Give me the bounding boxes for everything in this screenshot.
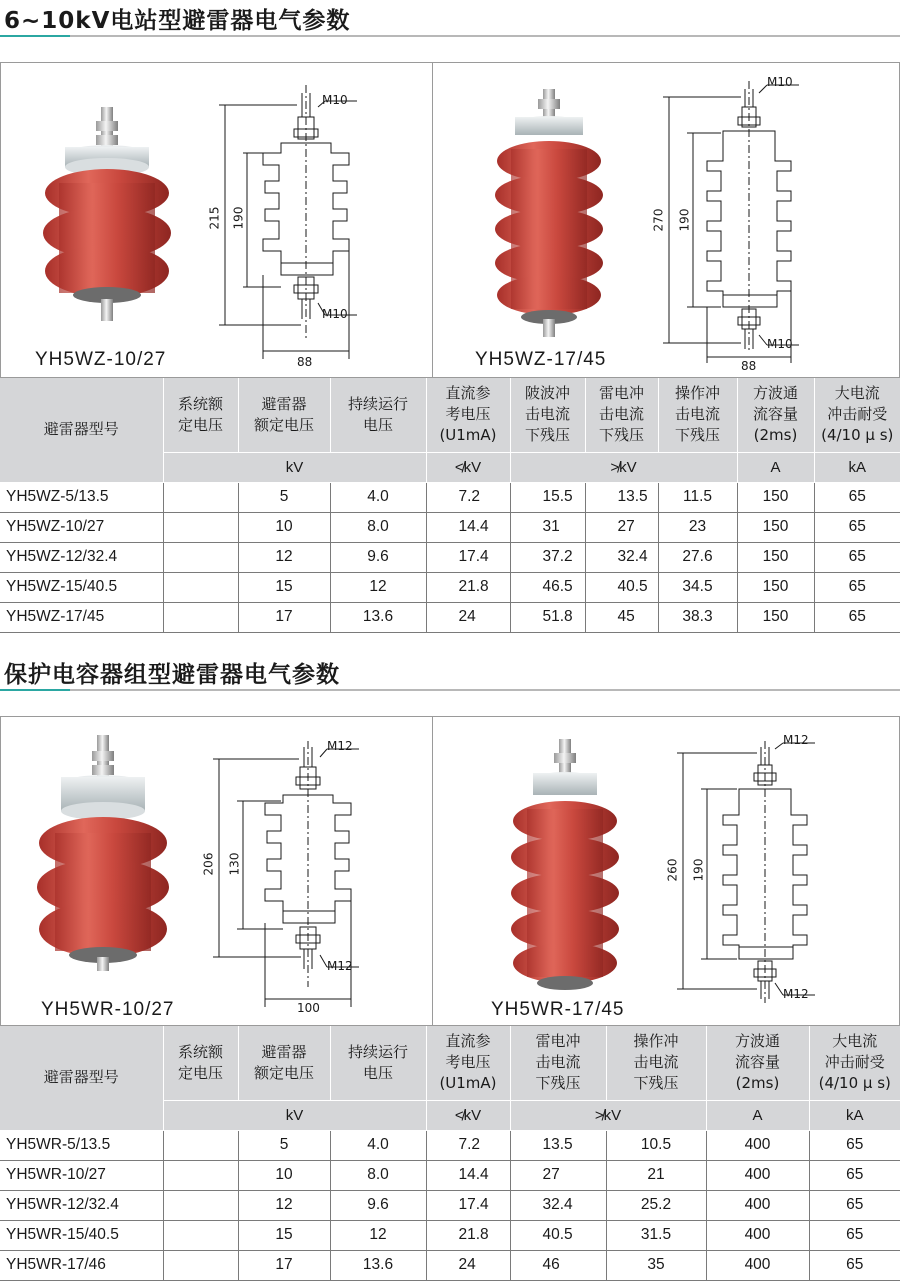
table-cell: 27 (585, 512, 658, 542)
dim-left-m-top: M10 (322, 93, 348, 107)
cell-model: YH5WZ-15/40.5 (0, 572, 163, 602)
table-cell: 35 (606, 1250, 706, 1280)
model-label-right: YH5WZ-17/45 (475, 349, 607, 370)
table-cell: 150 (737, 572, 814, 602)
table-cell: 21 (606, 1160, 706, 1190)
table-cell: 400 (706, 1130, 809, 1160)
table-cell: 400 (706, 1160, 809, 1190)
table-cell: 400 (706, 1250, 809, 1280)
dim-left-height-body: 130 (227, 852, 242, 876)
table-cell: 25.2 (606, 1190, 706, 1220)
table-cell (163, 1130, 238, 1160)
header-cont-voltage: 持续运行 电压 (330, 1026, 426, 1100)
unit-ka: kA (814, 452, 900, 482)
unit-kv: kV (163, 452, 426, 482)
table-cell (163, 1160, 238, 1190)
header-dc-ref: 直流参 考电压 (U1mA) (426, 1026, 510, 1100)
dim-right-height-body: 190 (677, 208, 692, 232)
table-cell: 5 (238, 1130, 330, 1160)
cell-model: YH5WZ-12/32.4 (0, 542, 163, 572)
section2-title: 保护电容器组型避雷器电气参数 (4, 662, 340, 688)
cell-model: YH5WR-12/32.4 (0, 1190, 163, 1220)
table-row (0, 572, 900, 602)
table-cell (163, 512, 238, 542)
section1-table-body (0, 482, 900, 632)
table-cell: 12 (330, 1220, 426, 1250)
table-cell: 13.5 (585, 482, 658, 512)
cell-model: YH5WR-5/13.5 (0, 1130, 163, 1160)
header-rated-voltage: 避雷器 额定电压 (238, 378, 330, 452)
unit-a: A (737, 452, 814, 482)
table-cell (163, 542, 238, 572)
table-cell: 17 (238, 1250, 330, 1280)
table-cell: 65 (814, 512, 900, 542)
table-cell: 15 (238, 572, 330, 602)
dim-left-m-bottom: M10 (322, 307, 348, 321)
dim-right-m-top: M10 (767, 75, 793, 89)
cell-model: YH5WZ-5/13.5 (0, 482, 163, 512)
header-square: 方波通 流容量 (2ms) (737, 378, 814, 452)
header-high: 大电流 冲击耐受 (4/10 μ s) (814, 378, 900, 452)
arrester-photo-right (511, 739, 619, 990)
table-cell: 21.8 (426, 1220, 510, 1250)
header-steep: 陂波冲 击电流 下残压 (510, 378, 585, 452)
header-sys-voltage: 系统额 定电压 (163, 378, 238, 452)
table-cell: 12 (330, 572, 426, 602)
table-row (0, 1160, 900, 1190)
dim-left-height-body: 190 (231, 206, 246, 230)
unit-ka: kA (809, 1100, 900, 1130)
table-cell: 12 (238, 1190, 330, 1220)
table-cell (163, 1250, 238, 1280)
unit-residual: ≯kV (510, 452, 737, 482)
table-cell: 9.6 (330, 1190, 426, 1220)
table-row (0, 482, 900, 512)
table-cell: 38.3 (658, 602, 737, 632)
table-cell: 400 (706, 1220, 809, 1250)
table-row (0, 1130, 900, 1160)
table-cell: 37.2 (510, 542, 585, 572)
table-cell: 40.5 (510, 1220, 606, 1250)
table-cell: 15.5 (510, 482, 585, 512)
table-cell: 65 (814, 602, 900, 632)
table-cell: 10 (238, 512, 330, 542)
table-cell: 9.6 (330, 542, 426, 572)
section2-table-body (0, 1130, 900, 1280)
section2-figure-svg (1, 717, 900, 1027)
table-cell: 8.0 (330, 1160, 426, 1190)
table-cell: 27 (510, 1160, 606, 1190)
table-row (0, 512, 900, 542)
table-cell: 10.5 (606, 1130, 706, 1160)
table-cell (163, 1190, 238, 1220)
table-row (0, 1220, 900, 1250)
table-row (0, 602, 900, 632)
table-cell: 65 (809, 1130, 900, 1160)
header-switching: 操作冲 击电流 下残压 (606, 1026, 706, 1100)
section2-title-rule (0, 689, 900, 691)
table-cell: 150 (737, 602, 814, 632)
unit-residual: ≯kV (510, 1100, 706, 1130)
table-cell: 32.4 (585, 542, 658, 572)
table-cell: 4.0 (330, 1130, 426, 1160)
dim-left-width: 100 (297, 1001, 320, 1015)
table-cell: 150 (737, 482, 814, 512)
table-cell: 65 (809, 1160, 900, 1190)
table-cell: 13.5 (510, 1130, 606, 1160)
table-cell: 15 (238, 1220, 330, 1250)
section1-figure-svg (1, 63, 900, 379)
model-label-left: YH5WR-10/27 (41, 999, 175, 1020)
section2-figure-box (0, 716, 900, 1026)
section1-title-rule (0, 35, 900, 37)
table-cell: 34.5 (658, 572, 737, 602)
table-cell: 13.6 (330, 1250, 426, 1280)
table-cell (163, 572, 238, 602)
table-cell: 7.2 (426, 482, 510, 512)
cell-model: YH5WZ-10/27 (0, 512, 163, 542)
table-cell: 65 (809, 1250, 900, 1280)
header-switching: 操作冲 击电流 下残压 (658, 378, 737, 452)
table-cell: 17.4 (426, 542, 510, 572)
unit-dc: ≮kV (426, 1100, 510, 1130)
dim-left-width: 88 (297, 355, 313, 369)
header-rated-voltage: 避雷器 额定电压 (238, 1026, 330, 1100)
section2-spec-table (0, 1026, 900, 1281)
header-dc-ref: 直流参 考电压 (U1mA) (426, 378, 510, 452)
table-row (0, 1190, 900, 1220)
table-cell: 23 (658, 512, 737, 542)
section1-spec-table (0, 378, 900, 633)
model-label-right: YH5WR-17/45 (491, 999, 625, 1020)
header-lightning: 雷电冲 击电流 下残压 (585, 378, 658, 452)
unit-kv: kV (163, 1100, 426, 1130)
table-cell: 150 (737, 512, 814, 542)
table-cell: 5 (238, 482, 330, 512)
table-cell (163, 602, 238, 632)
table-cell: 46 (510, 1250, 606, 1280)
header-high: 大电流 冲击耐受 (4/10 μ s) (809, 1026, 900, 1100)
header-model: 避雷器型号 (0, 378, 163, 482)
table-cell: 150 (737, 542, 814, 572)
table-cell: 32.4 (510, 1190, 606, 1220)
table-cell: 13.6 (330, 602, 426, 632)
cell-model: YH5WR-15/40.5 (0, 1220, 163, 1250)
table-cell: 10 (238, 1160, 330, 1190)
dim-right-height-total: 260 (665, 858, 680, 882)
table-cell: 8.0 (330, 512, 426, 542)
section1-figure-box (0, 62, 900, 378)
section1-title: 6~10kV电站型避雷器电气参数 (4, 8, 351, 34)
table-cell: 14.4 (426, 1160, 510, 1190)
table-cell: 51.8 (510, 602, 585, 632)
dim-left-height-total: 206 (201, 852, 216, 876)
table-cell: 11.5 (658, 482, 737, 512)
table-cell: 12 (238, 542, 330, 572)
dim-right-width: 88 (741, 359, 757, 373)
cell-model: YH5WZ-17/45 (0, 602, 163, 632)
table-cell: 65 (814, 482, 900, 512)
table-row (0, 1250, 900, 1280)
table-cell: 24 (426, 602, 510, 632)
header-model: 避雷器型号 (0, 1026, 163, 1130)
arrester-photo-right (495, 89, 603, 337)
header-cont-voltage: 持续运行 电压 (330, 378, 426, 452)
cell-model: YH5WR-10/27 (0, 1160, 163, 1190)
header-square: 方波通 流容量 (2ms) (706, 1026, 809, 1100)
table-cell: 17 (238, 602, 330, 632)
table-cell: 65 (814, 572, 900, 602)
table-cell: 17.4 (426, 1190, 510, 1220)
table-cell: 7.2 (426, 1130, 510, 1160)
dim-right-height-body: 190 (691, 858, 706, 882)
dim-left-height-total: 215 (207, 206, 222, 230)
table-cell: 31.5 (606, 1220, 706, 1250)
table-cell: 4.0 (330, 482, 426, 512)
table-cell (163, 482, 238, 512)
cell-model: YH5WR-17/46 (0, 1250, 163, 1280)
dim-right-m-bottom: M10 (767, 337, 793, 351)
model-label-left: YH5WZ-10/27 (35, 349, 167, 370)
table-cell: 65 (809, 1220, 900, 1250)
table-cell: 27.6 (658, 542, 737, 572)
dim-right-m-top: M12 (783, 733, 809, 747)
unit-a: A (706, 1100, 809, 1130)
table-cell: 46.5 (510, 572, 585, 602)
table-cell: 40.5 (585, 572, 658, 602)
table-row (0, 542, 900, 572)
arrester-photo-left (37, 735, 169, 971)
table-cell: 24 (426, 1250, 510, 1280)
unit-dc: ≮kV (426, 452, 510, 482)
table-cell: 45 (585, 602, 658, 632)
table-cell: 14.4 (426, 512, 510, 542)
header-lightning: 雷电冲 击电流 下残压 (510, 1026, 606, 1100)
header-sys-voltage: 系统额 定电压 (163, 1026, 238, 1100)
arrester-photo-left (43, 107, 171, 321)
dim-left-m-bottom: M12 (327, 959, 353, 973)
table-cell (163, 1220, 238, 1250)
table-cell: 65 (809, 1190, 900, 1220)
table-cell: 31 (510, 512, 585, 542)
table-cell: 65 (814, 542, 900, 572)
dim-right-height-total: 270 (651, 208, 666, 232)
dim-left-m-top: M12 (327, 739, 353, 753)
table-cell: 400 (706, 1190, 809, 1220)
dim-right-m-bottom: M12 (783, 987, 809, 1001)
table-cell: 21.8 (426, 572, 510, 602)
